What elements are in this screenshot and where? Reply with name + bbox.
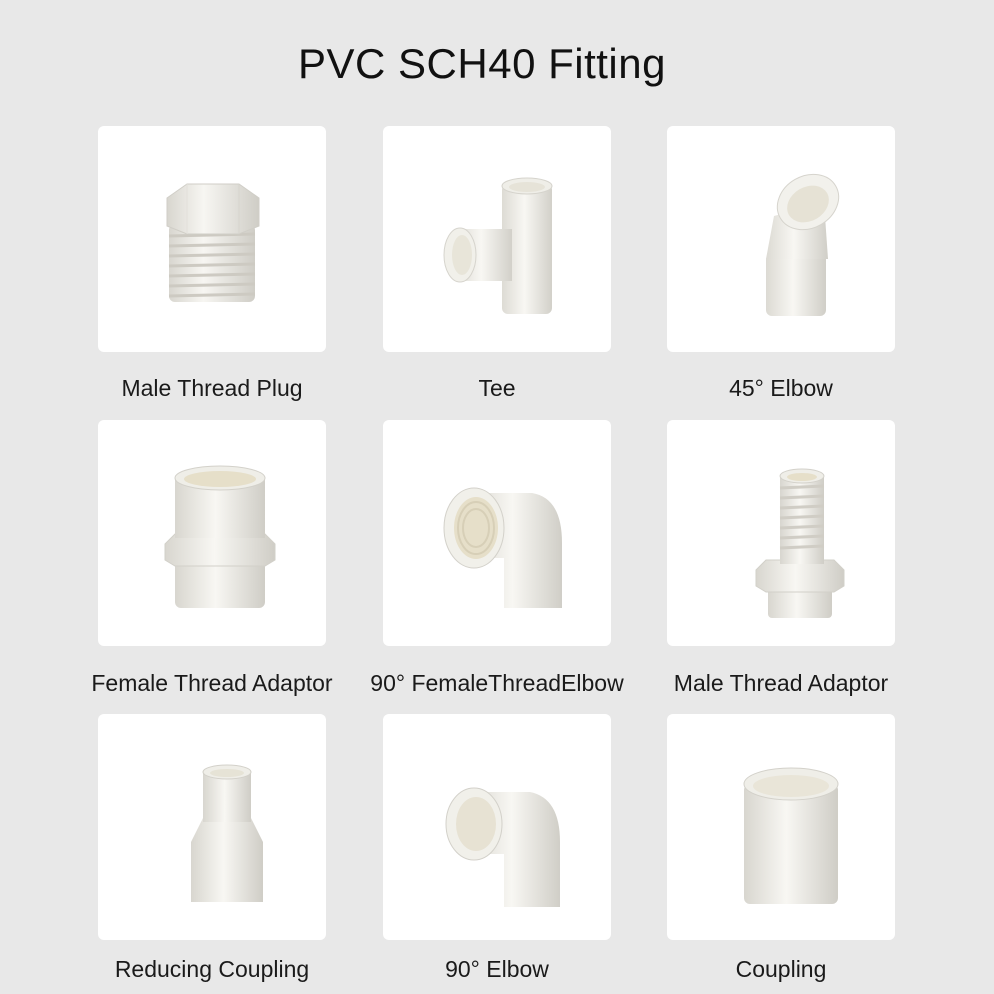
title-text: PVC SCH40 Fitting xyxy=(298,40,666,87)
product-card-tee xyxy=(383,126,611,352)
product-label: Male Thread Plug xyxy=(121,375,303,401)
reducing-coupling-image xyxy=(127,742,297,912)
product-card-90-female-thread-elbow xyxy=(383,420,611,646)
product-card-male-thread-adaptor xyxy=(667,420,895,646)
product-card-male-thread-plug xyxy=(98,126,326,352)
product-label: 45° Elbow xyxy=(729,375,833,401)
product-label: Female Thread Adaptor xyxy=(91,670,333,696)
product-label: Reducing Coupling xyxy=(114,956,310,982)
male-thread-adaptor-image xyxy=(696,448,866,618)
female-thread-adaptor-image xyxy=(127,448,297,618)
tee-image xyxy=(412,154,582,324)
product-card-45-elbow xyxy=(667,126,895,352)
90-female-thread-elbow-image xyxy=(412,448,582,618)
product-label: Male Thread Adaptor xyxy=(673,670,889,696)
product-card-coupling xyxy=(667,714,895,940)
45-elbow-image xyxy=(696,154,866,324)
product-card-reducing-coupling xyxy=(98,714,326,940)
product-label: 90° FemaleThreadElbow xyxy=(370,670,624,696)
male-thread-plug-image xyxy=(127,154,297,324)
product-card-90-elbow xyxy=(383,714,611,940)
page-title xyxy=(0,40,994,88)
product-label: Coupling xyxy=(735,956,827,982)
product-card-female-thread-adaptor xyxy=(98,420,326,646)
90-elbow-image xyxy=(412,742,582,912)
product-label: 90° Elbow xyxy=(445,956,549,982)
product-label: Tee xyxy=(478,375,516,401)
coupling-image xyxy=(696,742,866,912)
